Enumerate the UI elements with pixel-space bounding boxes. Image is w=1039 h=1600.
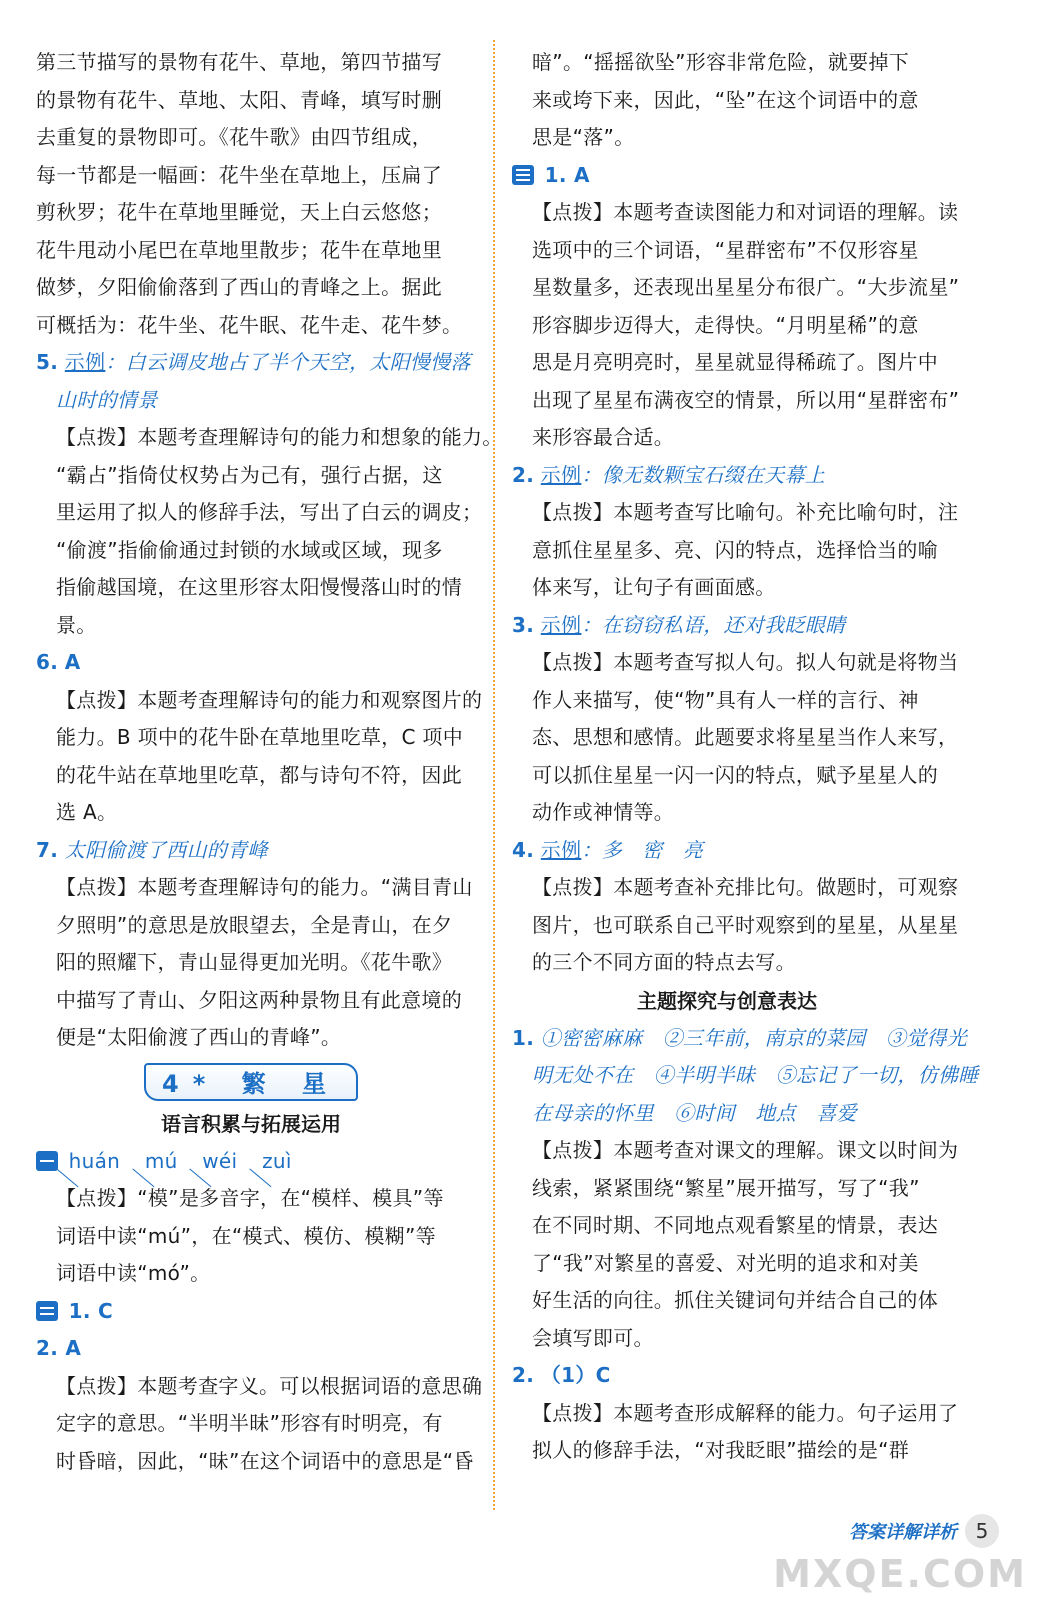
hint-line: 【点拨】本题考查补充排比句。做题时，可观察	[532, 875, 959, 899]
pinyin-answer: huán	[68, 1148, 121, 1173]
example-label: 示例	[64, 350, 106, 374]
hint-line: 阳的照耀下，青山显得更加光明。《花牛歌》	[56, 950, 452, 974]
hint-line: 形容脚步迈得大，走得快。“月明星稀”的意	[532, 312, 919, 337]
hint-line: 景。	[56, 612, 97, 637]
hint-line: 【点拨】本题考查写拟人句。拟人句就是将物当	[532, 650, 959, 674]
hint-line: 词语中读“mó”。	[56, 1261, 211, 1285]
part-three-icon	[512, 165, 534, 185]
hint-line: 态、思想和感情。此题要求将星星当作人来写，	[532, 725, 959, 749]
question-number: 1.	[512, 1025, 535, 1050]
intro-block	[36, 44, 466, 344]
column-divider	[493, 40, 495, 1510]
hint-line: “偷渡”指偷偷通过封锁的水域或区域，现多	[56, 537, 443, 562]
hint-line: 线索，紧紧围绕“繁星”展开描写，写了“我”	[532, 1175, 920, 1200]
hint-line: “霸占”指倚仗权势占为己有，强行占据，这	[56, 462, 443, 487]
answer-text: 1. A	[544, 162, 590, 187]
part-2	[36, 1293, 483, 1481]
example-label: 示例	[540, 612, 582, 637]
hint-line: 好生活的向往。抓住关键词句并结合自己的体	[532, 1288, 938, 1312]
question-number: 6.	[36, 650, 59, 674]
hint-line: 了“我”对繁星的喜爱、对光明的追求和对美	[532, 1250, 919, 1275]
hint-line: 词语中读“mú”，在“模式、模仿、模糊”等	[56, 1223, 436, 1248]
left-column	[36, 44, 503, 1480]
hint-line: 指偷越国境，在这里形容太阳慢慢落山时的情	[56, 575, 462, 599]
explore-section	[512, 1020, 979, 1470]
hint-line: 里运用了拟人的修辞手法，写出了白云的调皮；	[56, 500, 483, 524]
question-number: 5.	[36, 350, 59, 374]
answer-text: A	[64, 650, 81, 674]
section-title: 主题探究与创意表达	[637, 988, 817, 1013]
hint-line: 【点拨】本题考查理解诗句的能力。“满目青山	[56, 875, 473, 899]
hint-line: 【点拨】本题考查理解诗句的能力和观察图片的	[56, 687, 483, 712]
question-number: 7.	[36, 837, 59, 862]
answer-text: 2. A	[36, 1336, 82, 1360]
page-number: 5	[965, 1514, 999, 1548]
hint-line: 可以抓住星星一闪一闪的特点，赋予星星人的	[532, 762, 938, 787]
pinyin-answer: mú	[144, 1148, 178, 1173]
page-footer	[849, 1514, 999, 1548]
answer-text: ：多 密 亮	[581, 837, 704, 862]
section-title: 语言积累与拓展运用	[161, 1111, 341, 1136]
question-number: 2.	[512, 1363, 535, 1387]
hint-line: 在不同时期、不同地点观看繁星的情景，表达	[532, 1213, 938, 1237]
hint-line: 【点拨】本题考查理解诗句的能力和想象的能力。	[56, 425, 503, 449]
text-line: 去重复的景物即可。《花牛歌》由四节组成，	[36, 125, 432, 149]
hint-line: 意抓住星星多、亮、闪的特点，选择恰当的喻	[532, 537, 938, 562]
text-line: 思是“落”。	[532, 125, 635, 149]
hint-line: 定字的意思。“半明半昧”形容有时明亮，有	[56, 1411, 443, 1435]
part-3	[512, 157, 960, 982]
right-column	[512, 44, 979, 1470]
question-6	[36, 644, 483, 832]
text-line: 暗”。“摇摇欲坠”形容非常危险，就要掉下	[532, 50, 910, 74]
text-line: 做梦，夕阳偷偷落到了西山的青峰之上。据此	[36, 275, 442, 299]
part-1	[36, 1143, 466, 1293]
hint-line: 会填写即可。	[532, 1325, 654, 1350]
text-line: 可概括为：花牛坐、花牛眠、花牛走、花牛梦。	[36, 312, 463, 337]
question-5	[36, 344, 503, 644]
text-line: 来或垮下来，因此，“坠”在这个词语中的意	[532, 87, 919, 112]
pinyin-answer: zuì	[262, 1148, 292, 1173]
answer-text: 在母亲的怀里 ⑥时间 地点 喜爱	[532, 1100, 857, 1125]
answer-text: 山时的情景	[56, 387, 158, 412]
part-two-icon	[36, 1301, 58, 1321]
hint-line: 来形容最合适。	[532, 425, 675, 449]
hint-line: 星数量多，还表现出星星分布很广。“大步流星”	[532, 275, 960, 299]
hint-line: 能力。B 项中的花牛卧在草地里吃草，C 项中	[56, 725, 463, 749]
answer-text: 1. C	[68, 1298, 114, 1323]
lesson-title: 4* 繁 星	[144, 1063, 358, 1101]
pinyin-answer: wéi	[202, 1148, 238, 1173]
hint-line: 【点拨】“模”是多音字，在“模样、模具”等	[56, 1186, 444, 1210]
hint-line: 动作或神情等。	[532, 800, 675, 824]
footer-label: 答案详解详析	[849, 1522, 957, 1543]
hint-line: 图片，也可联系自己平时观察到的星星，从星星	[532, 912, 959, 937]
example-label: 示例	[540, 837, 582, 862]
hint-line: 【点拨】本题考查字义。可以根据词语的意思确	[56, 1373, 483, 1398]
hint-line: 拟人的修辞手法，“对我眨眼”描绘的是“群	[532, 1438, 910, 1462]
text-line: 花牛甩动小尾巴在草地里散步；花牛在草地里	[36, 237, 442, 262]
answer-text: ①密密麻麻 ②三年前，南京的菜园 ③觉得光	[540, 1025, 968, 1050]
question-7	[36, 832, 473, 1057]
hint-line: 体来写，让句子有画面感。	[532, 575, 776, 599]
answer-text: ：在窃窃私语，还对我眨眼睛	[581, 612, 846, 637]
answer-text: 明无处不在 ④半明半昧 ⑤忘记了一切，仿佛睡	[532, 1063, 979, 1087]
hint-line: 选 A。	[56, 800, 118, 824]
watermark: MXQE.COM	[773, 1552, 1027, 1596]
intro-block	[512, 44, 942, 157]
question-number: 2.	[512, 462, 535, 487]
hint-line: 夕照明”的意思是放眼望去，全是青山，在夕	[56, 912, 453, 937]
hint-line: 【点拨】本题考查对课文的理解。课文以时间为	[532, 1138, 959, 1162]
hint-line: 【点拨】本题考查形成解释的能力。句子运用了	[532, 1400, 959, 1425]
hint-line: 选项中的三个词语，“星群密布”不仅形容星	[532, 237, 919, 262]
hint-line: 时昏暗，因此，“昧”在这个词语中的意思是“昏	[56, 1448, 474, 1473]
hint-line: 中描写了青山、夕阳这两种景物且有此意境的	[56, 987, 462, 1012]
hint-line: 【点拨】本题考查读图能力和对词语的理解。读	[532, 200, 959, 224]
text-line: 第三节描写的景物有花牛、草地，第四节描写	[36, 50, 442, 74]
hint-line: 作人来描写，使“物”具有人一样的言行、神	[532, 687, 919, 712]
hint-line: 思是月亮明亮时，星星就显得稀疏了。图片中	[532, 350, 938, 374]
question-number: 4.	[512, 837, 535, 862]
answer-text: ：像无数颗宝石缀在天幕上	[581, 462, 826, 487]
hint-line: 【点拨】本题考查写比喻句。补充比喻句时，注	[532, 500, 959, 524]
answer-text: （1）C	[540, 1363, 611, 1387]
part-one-icon	[36, 1151, 58, 1171]
text-line: 每一节都是一幅画：花牛坐在草地上，压扁了	[36, 162, 442, 187]
answer-text: ：白云调皮地占了半个天空，太阳慢慢落	[105, 350, 471, 374]
hint-line: 的花牛站在草地里吃草，都与诗句不符，因此	[56, 762, 462, 787]
hint-line: 便是“太阳偷渡了西山的青峰”。	[56, 1025, 342, 1049]
hint-line: 的三个不同方面的特点去写。	[532, 950, 796, 974]
question-number: 3.	[512, 612, 535, 637]
example-label: 示例	[540, 462, 582, 487]
text-line: 的景物有花牛、草地、太阳、青峰，填写时删	[36, 87, 442, 112]
text-line: 剪秋罗；花牛在草地里睡觉，天上白云悠悠；	[36, 200, 442, 224]
hint-line: 出现了星星布满夜空的情景，所以用“星群密布”	[532, 387, 960, 412]
answer-text: 太阳偷渡了西山的青峰	[64, 837, 268, 862]
